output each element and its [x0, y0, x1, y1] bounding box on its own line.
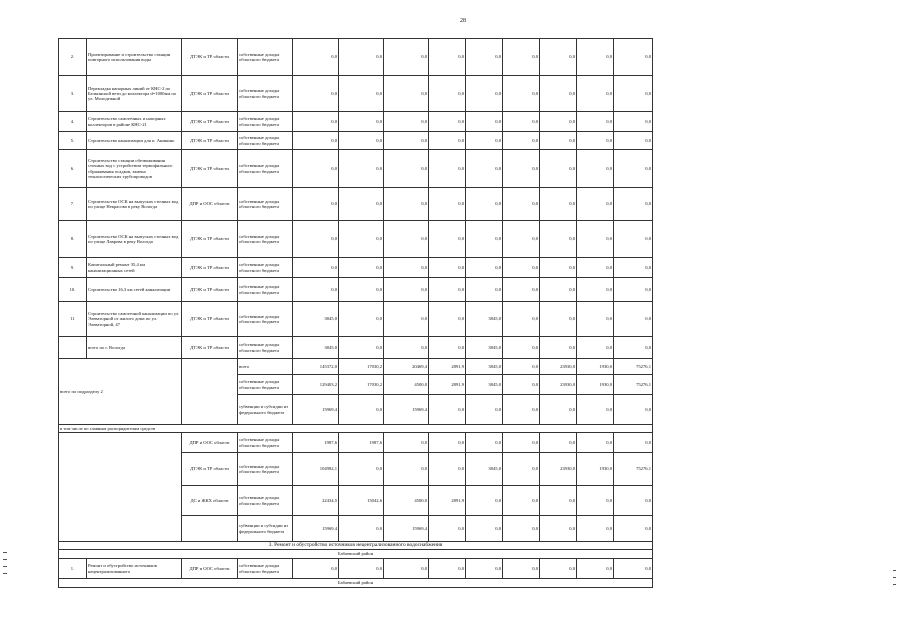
value-cell: 0,0: [540, 395, 577, 425]
funding-source-cell: собственные доходы областного бюджета: [238, 258, 293, 278]
value-cell: 0,0: [429, 112, 466, 132]
table-row: [59, 188, 653, 221]
value-cell: 17030,2: [339, 375, 384, 395]
value-cell: 0,0: [503, 258, 540, 278]
funding-source-cell: субвенции и субсидии из федерального бюджета: [238, 395, 293, 425]
value-cell: 0,0: [614, 516, 653, 542]
value-cell: 22434,5: [293, 486, 339, 516]
value-cell: 0,0: [339, 516, 384, 542]
executor-cell: ДТЭК и ТР области: [182, 278, 238, 302]
value-cell: 0,0: [540, 433, 577, 453]
executor-cell: ДТЭК и ТР области: [182, 76, 238, 112]
measure-name-cell: Строительство самотечных и напорных коллекторов в районе КНС-21: [87, 112, 182, 132]
value-cell: 0,0: [339, 337, 384, 359]
value-cell: 0,0: [614, 76, 653, 112]
district-row-cell: Бабаевский район: [59, 579, 653, 588]
value-cell: 0,0: [429, 76, 466, 112]
value-cell: 0,0: [614, 302, 653, 337]
executor-cell: ДПР и ООС области: [182, 433, 238, 453]
value-cell: 0,0: [577, 486, 614, 516]
section-title-row-cell: 3. Ремонт и обустройство источников нецентрализованного водоснабжения: [59, 542, 653, 550]
value-cell: 2891,9: [429, 486, 466, 516]
value-cell: 0,0: [540, 132, 577, 150]
subtotal-row: [59, 359, 653, 375]
value-cell: 1987,6: [293, 433, 339, 453]
table-row: [59, 221, 653, 258]
value-cell: 0,0: [466, 150, 503, 188]
value-cell: 0,0: [503, 302, 540, 337]
value-cell: 0,0: [429, 433, 466, 453]
funding-source-cell: собственные доходы областного бюджета: [238, 486, 293, 516]
executor-cell: ДТЭК и ТР области: [182, 39, 238, 76]
value-cell: 23930,0: [540, 359, 577, 375]
value-cell: 0,0: [577, 278, 614, 302]
value-cell: 0,0: [429, 302, 466, 337]
value-cell: 0,0: [466, 76, 503, 112]
value-cell: 0,0: [540, 112, 577, 132]
value-cell: 0,0: [540, 486, 577, 516]
value-cell: 0,0: [384, 112, 429, 132]
value-cell: 0,0: [466, 433, 503, 453]
value-cell: 15969,4: [384, 516, 429, 542]
value-cell: 0,0: [466, 395, 503, 425]
value-cell: 3845,0: [466, 337, 503, 359]
value-cell: 0,0: [429, 150, 466, 188]
value-cell: 0,0: [293, 76, 339, 112]
district-row: [59, 550, 653, 559]
executor-cell: ДС и ЖКХ области: [182, 486, 238, 516]
executor-cell: ДТЭК и ТР области: [182, 258, 238, 278]
executor-cell: ДТЭК и ТР области: [182, 302, 238, 337]
table-row: [59, 258, 653, 278]
value-cell: 0,0: [540, 150, 577, 188]
value-cell: 0,0: [540, 221, 577, 258]
value-cell: 20469,4: [384, 359, 429, 375]
value-cell: 0,0: [429, 453, 466, 486]
value-cell: 0,0: [614, 337, 653, 359]
value-cell: 0,0: [540, 516, 577, 542]
value-cell: 0,0: [339, 76, 384, 112]
table-row: [59, 76, 653, 112]
value-cell: 0,0: [577, 433, 614, 453]
value-cell: 0,0: [339, 453, 384, 486]
row-number-cell: 9.: [59, 258, 87, 278]
measure-name-cell: Строительство 16,3 км сетей канализации: [87, 278, 182, 302]
value-cell: 0,0: [503, 221, 540, 258]
value-cell: 1987,6: [339, 433, 384, 453]
value-cell: 0,0: [577, 395, 614, 425]
value-cell: 0,0: [577, 516, 614, 542]
value-cell: 0,0: [293, 188, 339, 221]
value-cell: 0,0: [429, 221, 466, 258]
value-cell: 0,0: [577, 76, 614, 112]
value-cell: 0,0: [503, 278, 540, 302]
funding-source-cell: собственные доходы областного бюджета: [238, 221, 293, 258]
value-cell: 0,0: [503, 359, 540, 375]
row-number-cell: 6.: [59, 150, 87, 188]
value-cell: 0,0: [466, 516, 503, 542]
value-cell: 0,0: [384, 278, 429, 302]
left-margin-marks: [3, 552, 7, 580]
value-cell: 4500,0: [384, 486, 429, 516]
value-cell: 0,0: [384, 302, 429, 337]
value-cell: 23930,0: [540, 375, 577, 395]
value-cell: 0,0: [384, 150, 429, 188]
value-cell: 3845,0: [293, 302, 339, 337]
funding-source-cell: собственные доходы областного бюджета: [238, 375, 293, 395]
funding-source-cell: собственные доходы областного бюджета: [238, 150, 293, 188]
value-cell: 0,0: [466, 559, 503, 579]
table-row: [59, 132, 653, 150]
table-row: [59, 112, 653, 132]
value-cell: 23930,0: [540, 453, 577, 486]
value-cell: 0,0: [429, 559, 466, 579]
value-cell: 0,0: [614, 188, 653, 221]
value-cell: 3845,0: [466, 375, 503, 395]
measure-name-cell: Проектирование и строительство станции повторного использования воды: [87, 39, 182, 76]
value-cell: 0,0: [429, 39, 466, 76]
funding-source-cell: субвенции и субсидии из федерального бюджета: [238, 516, 293, 542]
value-cell: 0,0: [429, 395, 466, 425]
subtotal-label-cell: всего по подразделу 2: [59, 359, 182, 425]
value-cell: 0,0: [466, 486, 503, 516]
value-cell: 75276,1: [614, 359, 653, 375]
executor-cell: ДТЭК и ТР области: [182, 112, 238, 132]
value-cell: 0,0: [339, 188, 384, 221]
district-row: [59, 579, 653, 588]
value-cell: 0,0: [466, 112, 503, 132]
value-cell: 0,0: [429, 516, 466, 542]
value-cell: 0,0: [614, 132, 653, 150]
value-cell: 0,0: [293, 112, 339, 132]
value-cell: 0,0: [577, 150, 614, 188]
value-cell: 0,0: [614, 112, 653, 132]
value-cell: 0,0: [339, 278, 384, 302]
value-cell: 0,0: [384, 39, 429, 76]
value-cell: 0,0: [614, 150, 653, 188]
value-cell: 0,0: [384, 433, 429, 453]
value-cell: 0,0: [429, 188, 466, 221]
value-cell: 0,0: [466, 188, 503, 221]
value-cell: 0,0: [384, 76, 429, 112]
value-cell: 0,0: [577, 112, 614, 132]
value-cell: 17030,2: [339, 359, 384, 375]
value-cell: 75276,1: [614, 375, 653, 395]
row-number-cell: 11: [59, 302, 87, 337]
value-cell: 0,0: [577, 302, 614, 337]
table-row: [59, 559, 653, 579]
row-number-cell: 3.: [59, 76, 87, 112]
executor-cell: ДТЭК и ТР области: [182, 150, 238, 188]
measure-name-cell: всего по г. Вологда: [87, 337, 182, 359]
value-cell: 0,0: [339, 395, 384, 425]
managers-heading-cell: в том числе по главным распорядителям средств: [59, 425, 653, 433]
value-cell: 0,0: [293, 221, 339, 258]
budget-table: [58, 38, 653, 588]
value-cell: 0,0: [540, 278, 577, 302]
value-cell: 0,0: [577, 258, 614, 278]
value-cell: 0,0: [503, 132, 540, 150]
subtotal-executor-cell: [182, 359, 238, 425]
executor-cell: ДПР и ООС области: [182, 559, 238, 579]
value-cell: 0,0: [540, 39, 577, 76]
value-cell: 0,0: [503, 337, 540, 359]
right-margin-marks: [893, 570, 897, 591]
value-cell: 4500,0: [384, 375, 429, 395]
funding-source-cell: собственные доходы областного бюджета: [238, 112, 293, 132]
measure-name-cell: Строительство ОСК на выпусках сточных вод по улице Лаврова в реку Вологда: [87, 221, 182, 258]
value-cell: 0,0: [293, 150, 339, 188]
executor-cell: ДТЭК и ТР области: [182, 221, 238, 258]
value-cell: 75276,1: [614, 453, 653, 486]
value-cell: 1930,0: [577, 453, 614, 486]
managers-heading-row: [59, 425, 653, 433]
value-cell: 0,0: [503, 375, 540, 395]
value-cell: 0,0: [577, 188, 614, 221]
value-cell: 0,0: [503, 188, 540, 221]
value-cell: 3845,0: [293, 337, 339, 359]
district-row-cell: Бабаевский район: [59, 550, 653, 559]
value-cell: 0,0: [614, 486, 653, 516]
funding-source-cell: всего: [238, 359, 293, 375]
value-cell: 0,0: [384, 453, 429, 486]
value-cell: 0,0: [466, 258, 503, 278]
value-cell: 0,0: [293, 39, 339, 76]
value-cell: 0,0: [503, 516, 540, 542]
value-cell: 15969,4: [293, 516, 339, 542]
executor-cell: ДТЭК и ТР области: [182, 132, 238, 150]
value-cell: 15042,6: [339, 486, 384, 516]
value-cell: 0,0: [503, 433, 540, 453]
section-title-row: [59, 542, 653, 550]
value-cell: 0,0: [384, 132, 429, 150]
value-cell: 0,0: [503, 559, 540, 579]
value-cell: 0,0: [614, 395, 653, 425]
value-cell: 15969,4: [293, 395, 339, 425]
value-cell: 0,0: [466, 221, 503, 258]
value-cell: 0,0: [540, 302, 577, 337]
value-cell: 145372,0: [293, 359, 339, 375]
table-row: [59, 337, 653, 359]
funding-source-cell: собственные доходы областного бюджета: [238, 453, 293, 486]
value-cell: 104982,1: [293, 453, 339, 486]
value-cell: 0,0: [614, 559, 653, 579]
measure-name-cell: Строительство станции обезвоживания сточных вод с устройством термофильного сбраживания осадков, замена технологических трубопроводов: [87, 150, 182, 188]
value-cell: 0,0: [503, 150, 540, 188]
value-cell: 0,0: [466, 132, 503, 150]
funding-source-cell: собственные доходы областного бюджета: [238, 337, 293, 359]
measure-name-cell: Ремонт и обустройство источников нецентрализованного: [87, 559, 182, 579]
value-cell: 0,0: [339, 112, 384, 132]
value-cell: 3845,0: [466, 359, 503, 375]
value-cell: 0,0: [339, 39, 384, 76]
value-cell: 0,0: [384, 221, 429, 258]
table-row: [59, 39, 653, 76]
value-cell: 0,0: [429, 337, 466, 359]
page-number: 28: [460, 18, 466, 24]
value-cell: 0,0: [503, 453, 540, 486]
executor-cell: ДТЭК и ТР области: [182, 337, 238, 359]
row-number-cell: 8.: [59, 221, 87, 258]
value-cell: 0,0: [339, 559, 384, 579]
value-cell: 0,0: [339, 221, 384, 258]
value-cell: 0,0: [293, 132, 339, 150]
value-cell: 0,0: [540, 188, 577, 221]
row-number-cell: 1.: [59, 559, 87, 579]
manager-row: [59, 433, 653, 453]
value-cell: 0,0: [577, 337, 614, 359]
value-cell: 129403,2: [293, 375, 339, 395]
value-cell: 0,0: [384, 188, 429, 221]
funding-source-cell: собственные доходы областного бюджета: [238, 278, 293, 302]
value-cell: 0,0: [577, 221, 614, 258]
manager-blank-cell: [59, 433, 182, 542]
value-cell: 0,0: [339, 258, 384, 278]
row-number-cell: 2.: [59, 39, 87, 76]
measure-name-cell: Строительство ОСК на выпусках сточных вод по улице Некрасова в реку Вологда: [87, 188, 182, 221]
value-cell: 0,0: [540, 337, 577, 359]
row-number-cell: 7.: [59, 188, 87, 221]
measure-name-cell: Капитальный ремонт 35,4 км канализационных сетей: [87, 258, 182, 278]
value-cell: 15969,4: [384, 395, 429, 425]
value-cell: 0,0: [503, 112, 540, 132]
row-number-cell: [59, 337, 87, 359]
value-cell: 0,0: [429, 258, 466, 278]
funding-source-cell: собственные доходы областного бюджета: [238, 132, 293, 150]
table-row: [59, 302, 653, 337]
executor-cell: ДТЭК и ТР области: [182, 453, 238, 486]
table-row: [59, 150, 653, 188]
value-cell: 3845,0: [466, 302, 503, 337]
funding-source-cell: собственные доходы областного бюджета: [238, 433, 293, 453]
value-cell: 0,0: [503, 486, 540, 516]
executor-cell: ДПР и ООС области: [182, 188, 238, 221]
value-cell: 0,0: [384, 258, 429, 278]
value-cell: 0,0: [293, 258, 339, 278]
value-cell: 0,0: [293, 559, 339, 579]
value-cell: 0,0: [614, 258, 653, 278]
value-cell: 0,0: [540, 559, 577, 579]
measure-name-cell: Строительство самотечной канализации по ул. Элеваторной от жилого дома по ул. Элеваторной, 47: [87, 302, 182, 337]
value-cell: 0,0: [503, 76, 540, 112]
value-cell: 0,0: [384, 559, 429, 579]
value-cell: 0,0: [614, 278, 653, 302]
value-cell: 0,0: [293, 278, 339, 302]
value-cell: 0,0: [614, 39, 653, 76]
funding-source-cell: собственные доходы областного бюджета: [238, 76, 293, 112]
value-cell: 2891,9: [429, 375, 466, 395]
value-cell: 0,0: [339, 302, 384, 337]
value-cell: 0,0: [540, 258, 577, 278]
row-number-cell: 10.: [59, 278, 87, 302]
value-cell: 0,0: [384, 337, 429, 359]
value-cell: 1930,0: [577, 375, 614, 395]
budget-table-body: [59, 39, 653, 588]
value-cell: 3845,0: [466, 453, 503, 486]
value-cell: 0,0: [339, 132, 384, 150]
funding-source-cell: собственные доходы областного бюджета: [238, 302, 293, 337]
funding-source-cell: собственные доходы областного бюджета: [238, 559, 293, 579]
value-cell: 0,0: [577, 559, 614, 579]
value-cell: 0,0: [429, 278, 466, 302]
value-cell: 2891,9: [429, 359, 466, 375]
row-number-cell: 5.: [59, 132, 87, 150]
row-number-cell: 4.: [59, 112, 87, 132]
value-cell: 0,0: [339, 150, 384, 188]
measure-name-cell: Строительство канализации для п. Аникино: [87, 132, 182, 150]
value-cell: 0,0: [614, 221, 653, 258]
value-cell: 0,0: [503, 395, 540, 425]
value-cell: 1930,0: [577, 359, 614, 375]
funding-source-cell: собственные доходы областного бюджета: [238, 188, 293, 221]
funding-source-cell: собственные доходы областного бюджета: [238, 39, 293, 76]
table-row: [59, 278, 653, 302]
value-cell: 0,0: [614, 433, 653, 453]
measure-name-cell: Перекладка напорных линий от КНС-2 по Белкинской вети до коллектора d=1000мм по ул. Молодежной: [87, 76, 182, 112]
value-cell: 0,0: [540, 76, 577, 112]
executor-cell: [182, 516, 238, 542]
value-cell: 0,0: [577, 132, 614, 150]
value-cell: 0,0: [577, 39, 614, 76]
value-cell: 0,0: [466, 278, 503, 302]
value-cell: 0,0: [429, 132, 466, 150]
value-cell: 0,0: [503, 39, 540, 76]
value-cell: 0,0: [466, 39, 503, 76]
